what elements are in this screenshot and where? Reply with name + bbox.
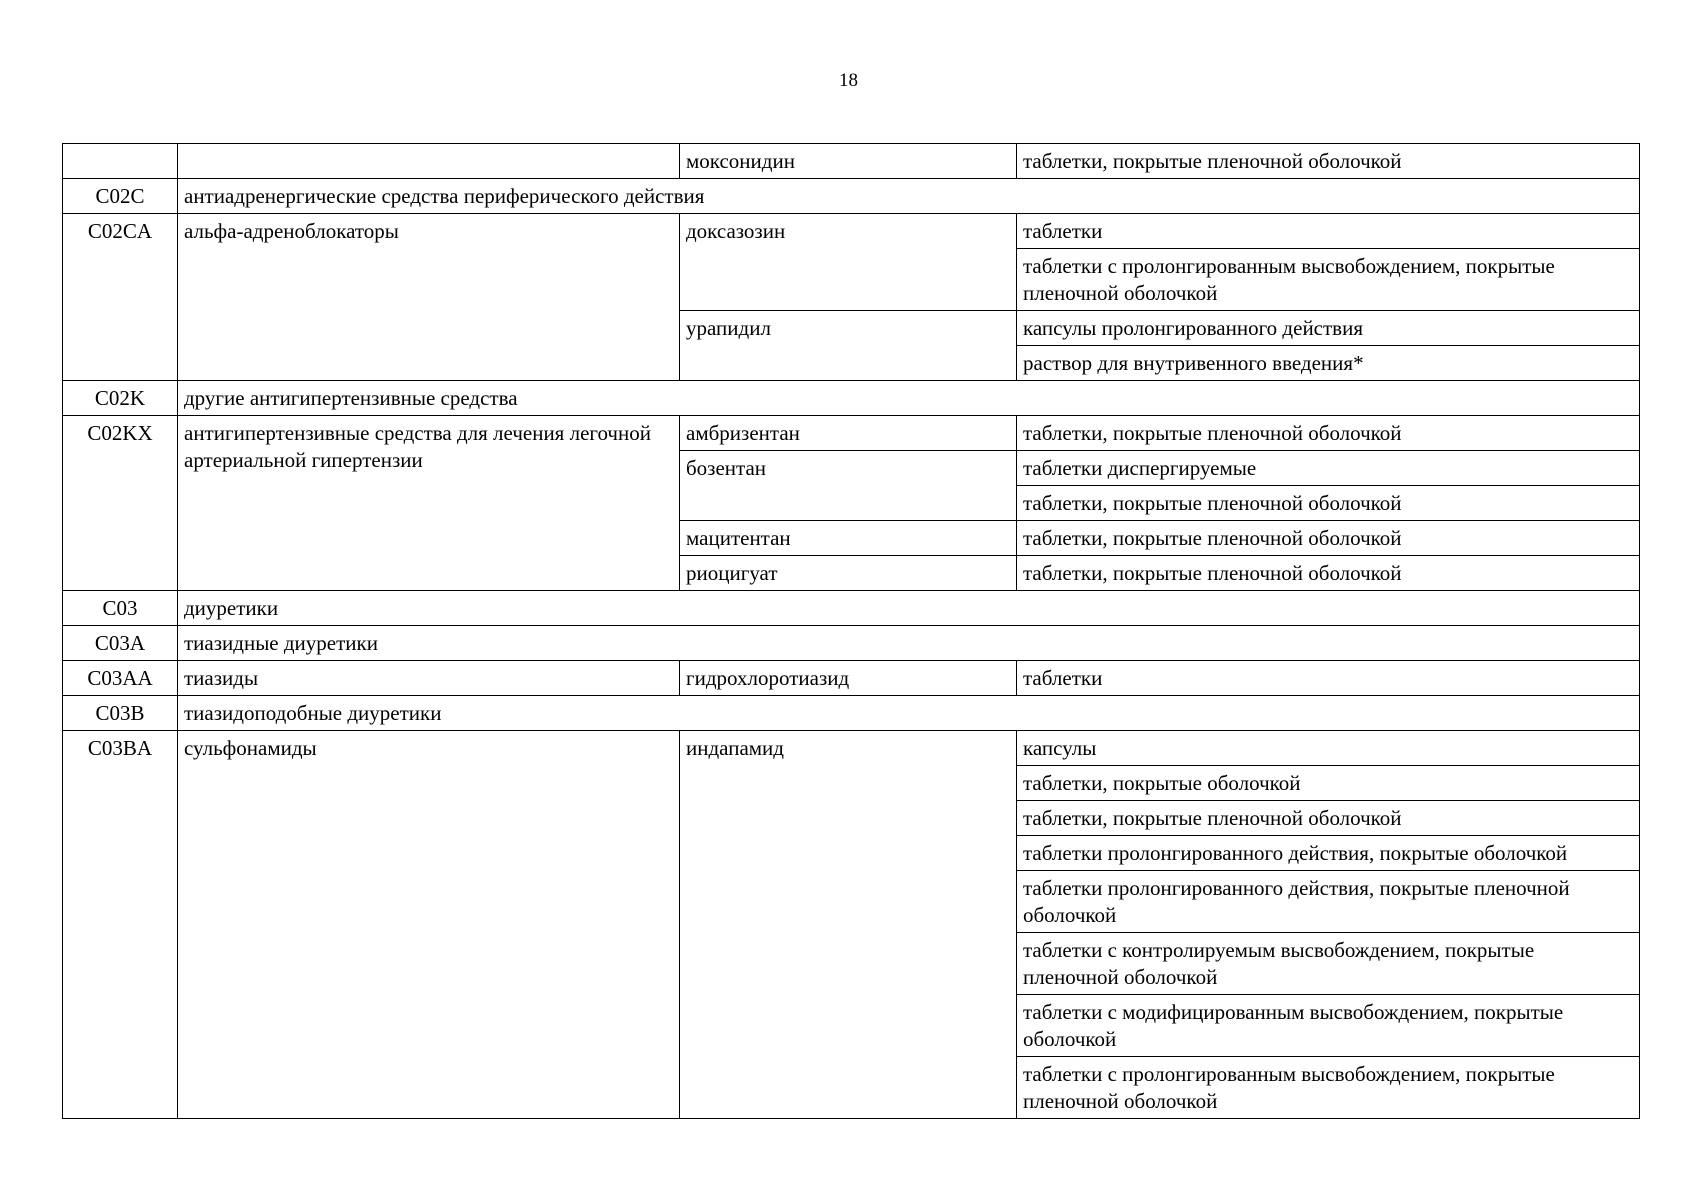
group-cell: диуретики — [178, 591, 1640, 626]
drug-name-cell: мацитентан — [680, 521, 1017, 556]
dosage-form-cell: таблетки, покрытые пленочной оболочкой — [1017, 556, 1640, 591]
group-cell: другие антигипертензивные средства — [178, 381, 1640, 416]
atc-code-cell: C03BA — [63, 731, 178, 1119]
table-row — [63, 179, 1640, 214]
table-row — [63, 591, 1640, 626]
drug-name-cell: моксонидин — [680, 144, 1017, 179]
table-row — [63, 381, 1640, 416]
atc-code-cell: C03 — [63, 591, 178, 626]
dosage-form-cell: таблетки, покрытые пленочной оболочкой — [1017, 486, 1640, 521]
dosage-form-cell: таблетки пролонгированного действия, покрытые оболочкой — [1017, 836, 1640, 871]
drug-name-cell: индапамид — [680, 731, 1017, 1119]
dosage-form-cell: таблетки, покрытые пленочной оболочкой — [1017, 801, 1640, 836]
dosage-form-cell: таблетки с контролируемым высвобождением, покрытые пленочной оболочкой — [1017, 933, 1640, 995]
group-cell: тиазидные диуретики — [178, 626, 1640, 661]
group-cell — [178, 144, 680, 179]
atc-code-cell: C02K — [63, 381, 178, 416]
dosage-form-cell: таблетки пролонгированного действия, покрытые пленочной оболочкой — [1017, 871, 1640, 933]
table-row — [63, 696, 1640, 731]
atc-code-cell: C03A — [63, 626, 178, 661]
group-cell: альфа-адреноблокаторы — [178, 214, 680, 381]
atc-code-cell: C02CA — [63, 214, 178, 381]
drug-list-table — [62, 143, 1640, 1119]
dosage-form-cell: таблетки с пролонгированным высвобождением, покрытые пленочной оболочкой — [1017, 1057, 1640, 1119]
dosage-form-cell: таблетки, покрытые оболочкой — [1017, 766, 1640, 801]
table-row — [63, 626, 1640, 661]
table-row — [63, 416, 1640, 451]
atc-code-cell: C02KX — [63, 416, 178, 591]
page-number: 18 — [839, 70, 858, 91]
dosage-form-cell: таблетки, покрытые пленочной оболочкой — [1017, 144, 1640, 179]
atc-code-cell: C03B — [63, 696, 178, 731]
group-cell: антиадренергические средства периферического действия — [178, 179, 1640, 214]
atc-code-cell — [63, 144, 178, 179]
dosage-form-cell: таблетки диспергируемые — [1017, 451, 1640, 486]
dosage-form-cell: раствор для внутривенного введения* — [1017, 346, 1640, 381]
dosage-form-cell: таблетки, покрытые пленочной оболочкой — [1017, 416, 1640, 451]
table-row — [63, 661, 1640, 696]
group-cell: тиазиды — [178, 661, 680, 696]
drug-name-cell: риоцигуат — [680, 556, 1017, 591]
drug-name-cell: гидрохлоротиазид — [680, 661, 1017, 696]
dosage-form-cell: таблетки — [1017, 661, 1640, 696]
dosage-form-cell: таблетки с модифицированным высвобождением, покрытые оболочкой — [1017, 995, 1640, 1057]
drug-name-cell: доксазозин — [680, 214, 1017, 311]
table-row — [63, 214, 1640, 249]
atc-code-cell: C03AA — [63, 661, 178, 696]
dosage-form-cell: таблетки с пролонгированным высвобождением, покрытые пленочной оболочкой — [1017, 249, 1640, 311]
table-row — [63, 731, 1640, 766]
group-cell: антигипертензивные средства для лечения легочной артериальной гипертензии — [178, 416, 680, 591]
dosage-form-cell: капсулы — [1017, 731, 1640, 766]
dosage-form-cell: таблетки — [1017, 214, 1640, 249]
drug-name-cell: бозентан — [680, 451, 1017, 521]
drug-name-cell: урапидил — [680, 311, 1017, 381]
group-cell: тиазидоподобные диуретики — [178, 696, 1640, 731]
table-row — [63, 144, 1640, 179]
drug-name-cell: амбризентан — [680, 416, 1017, 451]
atc-code-cell: C02C — [63, 179, 178, 214]
dosage-form-cell: капсулы пролонгированного действия — [1017, 311, 1640, 346]
dosage-form-cell: таблетки, покрытые пленочной оболочкой — [1017, 521, 1640, 556]
group-cell: сульфонамиды — [178, 731, 680, 1119]
